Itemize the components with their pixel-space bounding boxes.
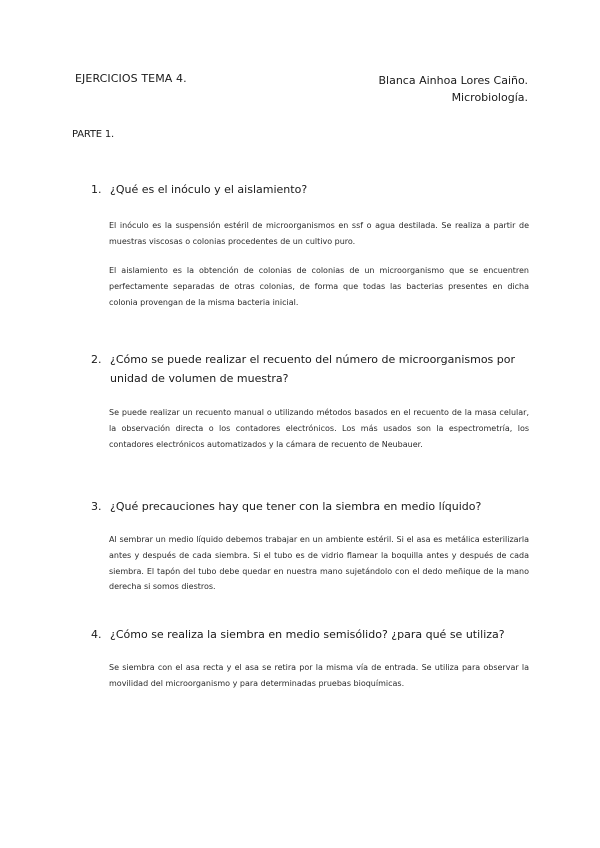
question-text: ¿Qué precauciones hay que tener con la siembra en medio líquido?	[110, 500, 482, 513]
answer-1-paragraph-2: El aislamiento es la obtención de colonias de colonias de un microorganismo que se encuentren perfectamente separadas de otras colonias, de forma que todas las bacterias presentes en dicha colonia provengan de la misma bacteria inicial.	[109, 266, 529, 307]
question-1	[91, 180, 531, 199]
answer-3-paragraph-1: Al sembrar un medio líquido debemos trabajar en un ambiente estéril. Si el asa es metálica esterilizarla antes y después de cada siembra. Si el tubo es de vidrio flamear la boquilla antes y después de cada siembra. El tapón del tubo debe quedar en nuestra mano sujetándolo con el dedo meñique de la mano derecha si somos diestros.	[109, 535, 529, 592]
question-3	[91, 497, 531, 516]
subject-name: Microbiología.	[451, 91, 528, 104]
question-number: 2.	[91, 353, 102, 366]
document-title: EJERCICIOS TEMA 4.	[75, 72, 187, 85]
question-2	[91, 350, 531, 388]
question-4	[91, 625, 531, 644]
author-name: Blanca Ainhoa Lores Caiño.	[378, 74, 528, 87]
question-number: 1.	[91, 183, 102, 196]
question-text: ¿Cómo se puede realizar el recuento del número de microorganismos por unidad de volumen de muestra?	[110, 353, 516, 385]
question-text: ¿Qué es el inóculo y el aislamiento?	[110, 183, 308, 196]
answer-1-paragraph-1: El inóculo es la suspensión estéril de microorganismos en ssf o agua destilada. Se realiza a partir de muestras viscosas o colonias procedentes de un cultivo puro.	[109, 221, 529, 246]
question-text: ¿Cómo se realiza la siembra en medio semisólido? ¿para qué se utiliza?	[110, 628, 505, 641]
answer-2-paragraph-1: Se puede realizar un recuento manual o utilizando métodos basados en el recuento de la masa celular, la observación directa o los contadores electrónicos. Los más usados son la espectrometría, los contadores electrónicos automatizados y la cámara de recuento de Neubauer.	[109, 408, 529, 449]
part-heading: PARTE 1.	[72, 129, 114, 140]
question-number: 4.	[91, 628, 102, 641]
answer-4-paragraph-1: Se siembra con el asa recta y el asa se retira por la misma vía de entrada. Se utiliza para observar la movilidad del microorganismo y para determinadas pruebas bioquímicas.	[109, 663, 529, 688]
question-number: 3.	[91, 500, 102, 513]
header-author-block	[288, 72, 528, 106]
